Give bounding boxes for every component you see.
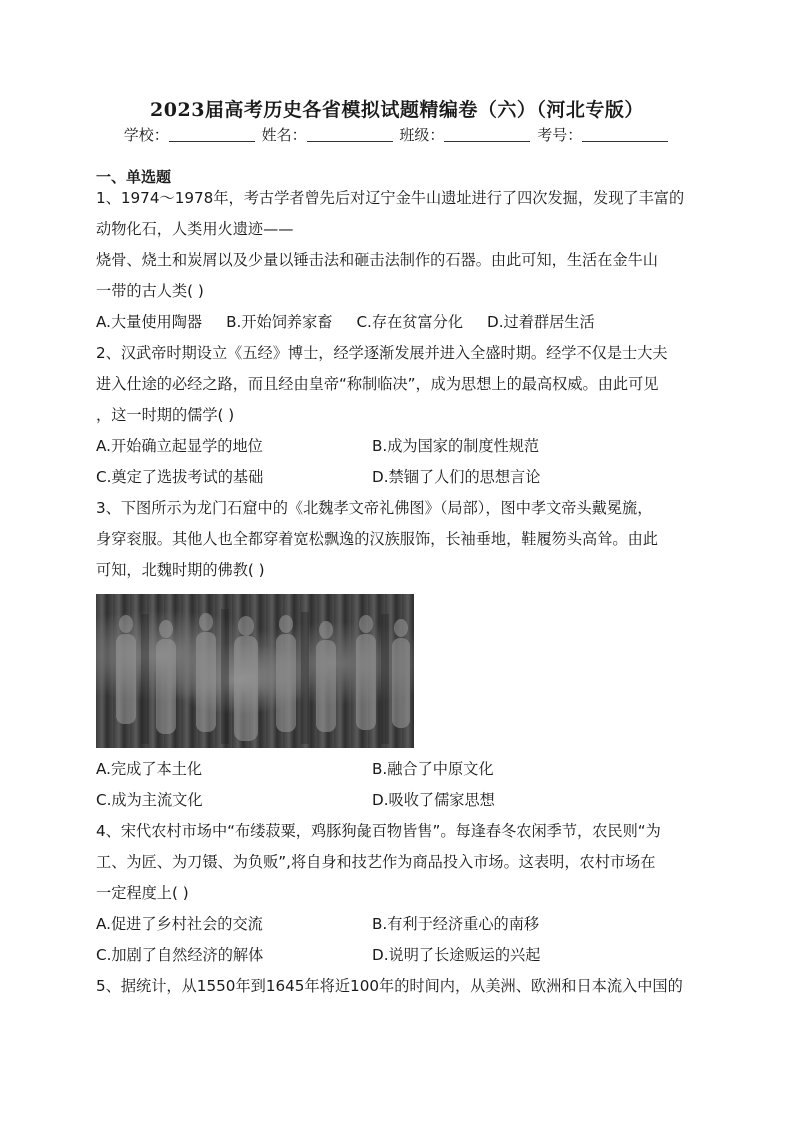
school-blank[interactable] — [169, 127, 255, 142]
option-b[interactable]: B.有利于经济重心的南移 — [372, 915, 540, 933]
option-d[interactable]: D.过着群居生活 — [487, 313, 595, 331]
options-row — [96, 462, 700, 493]
option-d[interactable]: D.吸收了儒家思想 — [372, 791, 495, 809]
question-line: 进入仕途的必经之路，而且经由皇帝“称制临决”，成为思想上的最高权威。由此可见 — [96, 375, 659, 393]
questions-container — [96, 183, 700, 1002]
question-line: ，这一时期的儒学( ) — [96, 406, 235, 424]
question-line: 4、宋代农村市场中“布缕菽粟，鸡豚狗彘百物皆售”。每逢春冬农闲季节，农民则“为 — [96, 822, 661, 840]
options-row — [96, 431, 700, 462]
option-a[interactable]: A.开始确立起显学的地位 — [96, 437, 263, 455]
question-3 — [96, 493, 700, 816]
option-b[interactable]: B.融合了中原文化 — [372, 760, 494, 778]
question-5 — [96, 971, 700, 1002]
exam-title: 2023届高考历史各省模拟试题精编卷（六）（河北专版） — [150, 99, 644, 121]
question-line: 可知，北魏时期的佛教( ) — [96, 561, 265, 579]
relief-image — [96, 594, 414, 748]
option-a[interactable]: A.完成了本土化 — [96, 760, 203, 778]
question-line: 动物化石，人类用火遗迹—— — [96, 220, 294, 238]
options-row — [96, 307, 700, 338]
class-blank[interactable] — [444, 127, 530, 142]
option-c[interactable]: C.加剧了自然经济的解体 — [96, 946, 264, 964]
student-info-row — [0, 124, 794, 145]
exam-no-label: 考号： — [537, 126, 583, 144]
question-line: 3、下图所示为龙门石窟中的《北魏孝文帝礼佛图》（局部），图中孝文帝头戴冕旒， — [96, 499, 653, 517]
options-row — [96, 909, 700, 940]
question-4 — [96, 816, 700, 971]
exam-no-blank[interactable] — [582, 127, 668, 142]
question-line: 工、为匠、为刀镊、为负贩”,将自身和技艺作为商品投入市场。这表明，农村市场在 — [96, 853, 656, 871]
name-label: 姓名： — [261, 126, 307, 144]
question-line: 身穿衮服。其他人也全都穿着宽松飘逸的汉族服饰，长袖垂地，鞋履笏头高耸。由此 — [96, 530, 658, 548]
question-line: 1、1974～1978年，考古学者曾先后对辽宁金牛山遗址进行了四次发掘，发现了丰富的 — [96, 189, 685, 207]
section-title: 一、单选题 — [96, 168, 172, 186]
question-line: 烧骨、烧土和炭屑以及少量以锤击法和砸击法制作的石器。由此可知，生活在金牛山 — [96, 251, 658, 269]
question-2 — [96, 338, 700, 493]
option-c[interactable]: C.奠定了选拔考试的基础 — [96, 468, 264, 486]
option-c[interactable]: C.存在贫富分化 — [356, 313, 464, 331]
school-label: 学校： — [123, 126, 169, 144]
relief-figures — [96, 594, 414, 748]
option-d[interactable]: D.禁锢了人们的思想言论 — [372, 468, 541, 486]
option-b[interactable]: B.开始饲养家畜 — [226, 313, 333, 331]
class-label: 班级： — [399, 126, 445, 144]
question-line: 一定程度上( ) — [96, 884, 189, 902]
option-c[interactable]: C.成为主流文化 — [96, 791, 203, 809]
name-blank[interactable] — [307, 127, 393, 142]
options-row — [96, 785, 700, 816]
option-b[interactable]: B.成为国家的制度性规范 — [372, 437, 540, 455]
option-d[interactable]: D.说明了长途贩运的兴起 — [372, 946, 541, 964]
question-1 — [96, 183, 700, 338]
question-line: 2、汉武帝时期设立《五经》博士，经学逐渐发展并进入全盛时期。经学不仅是士大夫 — [96, 344, 668, 362]
question-line: 5、据统计，从1550年到1645年将近100年的时间内，从美洲、欧洲和日本流入中国的 — [96, 977, 683, 995]
option-a[interactable]: A.促进了乡村社会的交流 — [96, 915, 263, 933]
options-row — [96, 754, 700, 785]
question-line: 一带的古人类( ) — [96, 282, 204, 300]
option-a[interactable]: A.大量使用陶器 — [96, 313, 203, 331]
options-row — [96, 940, 700, 971]
